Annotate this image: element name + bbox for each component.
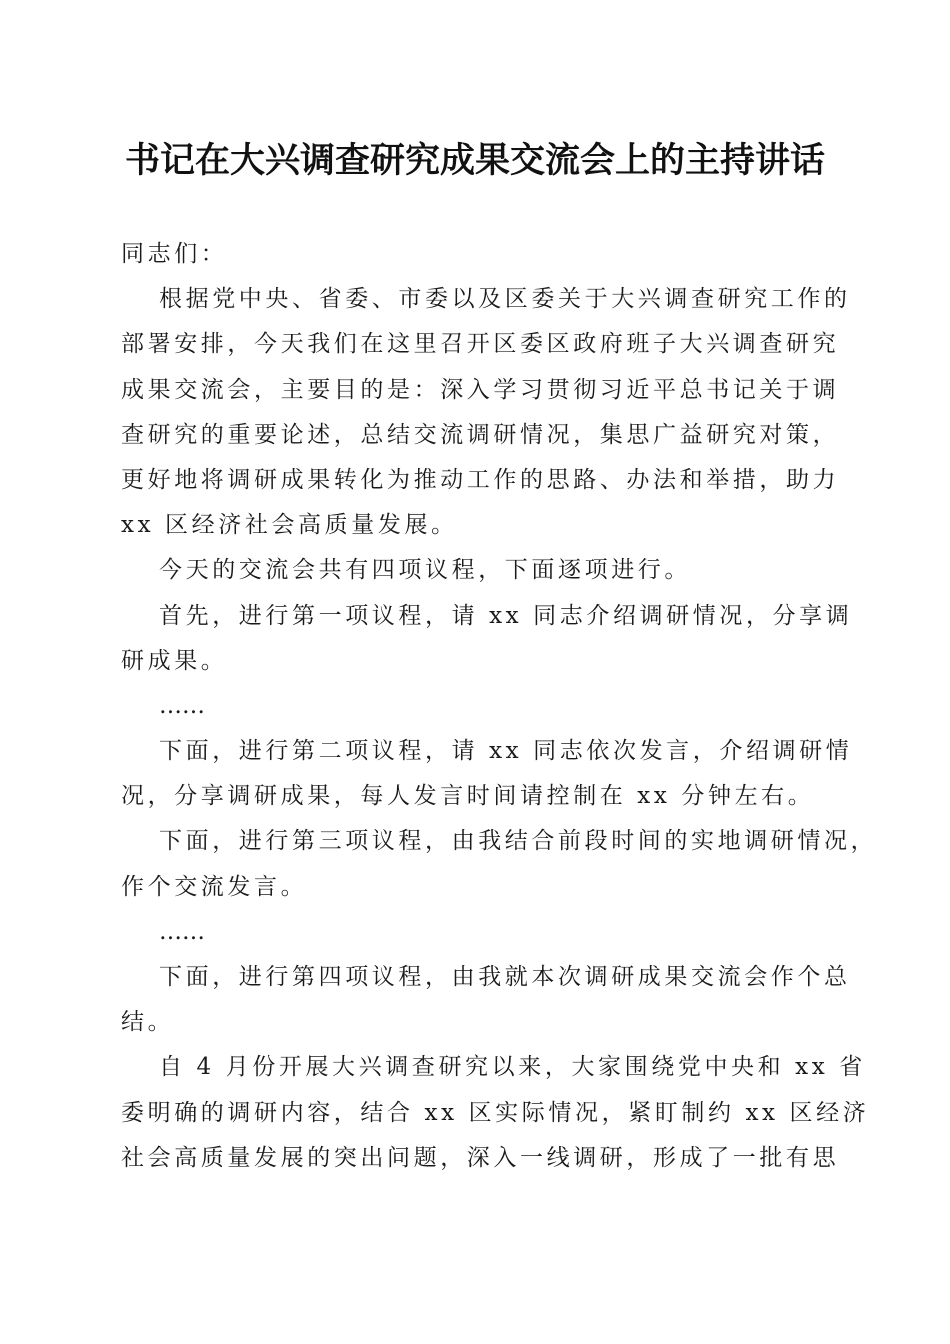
ellipsis-line: …… bbox=[159, 918, 205, 945]
paragraph-line: 成果交流会，主要目的是：深入学习贯彻习近平总书记关于调 bbox=[121, 376, 840, 403]
paragraph-line: 首先，进行第一项议程，请 xx 同志介绍调研情况，分享调 bbox=[159, 602, 853, 629]
paragraph-line: 委明确的调研内容，结合 xx 区实际情况，紧盯制约 xx 区经济 bbox=[121, 1099, 870, 1126]
paragraph-line: 下面，进行第二项议程，请 xx 同志依次发言，介绍调研情 bbox=[159, 738, 853, 765]
paragraph-line: 今天的交流会共有四项议程，下面逐项进行。 bbox=[159, 557, 691, 584]
paragraph-line: xx 区经济社会高质量发展。 bbox=[121, 512, 458, 539]
paragraph-line: 部署安排，今天我们在这里召开区委区政府班子大兴调查研究 bbox=[121, 331, 840, 358]
paragraph-line: 研成果。 bbox=[121, 647, 228, 674]
ellipsis-line: …… bbox=[159, 692, 205, 719]
paragraph-line: 况，分享调研成果，每人发言时间请控制在 xx 分钟左右。 bbox=[121, 783, 815, 810]
document-title: 书记在大兴调查研究成果交流会上的主持讲话 bbox=[124, 140, 825, 181]
paragraph-line: 下面，进行第四项议程，由我就本次调研成果交流会作个总 bbox=[159, 964, 851, 990]
paragraph-line: 下面，进行第三项议程，由我结合前段时间的实地调研情况， bbox=[159, 828, 878, 855]
paragraph-line: 作个交流发言。 bbox=[121, 873, 308, 900]
salutation-line: 同志们： bbox=[121, 241, 228, 267]
paragraph-line: 自 4 月份开展大兴调查研究以来，大家围绕党中央和 xx 省 bbox=[159, 1054, 866, 1081]
paragraph-line: 查研究的重要论述，总结交流调研情况，集思广益研究对策， bbox=[121, 421, 840, 448]
paragraph-line: 社会高质量发展的突出问题，深入一线调研，形成了一批有思 bbox=[121, 1144, 840, 1171]
paragraph-line: 根据党中央、省委、市委以及区委关于大兴调查研究工作的 bbox=[159, 286, 851, 313]
document-body bbox=[121, 232, 878, 1181]
paragraph-line: 更好地将调研成果转化为推动工作的思路、办法和举措，助力 bbox=[121, 466, 840, 493]
paragraph-line: 结。 bbox=[121, 1009, 175, 1036]
